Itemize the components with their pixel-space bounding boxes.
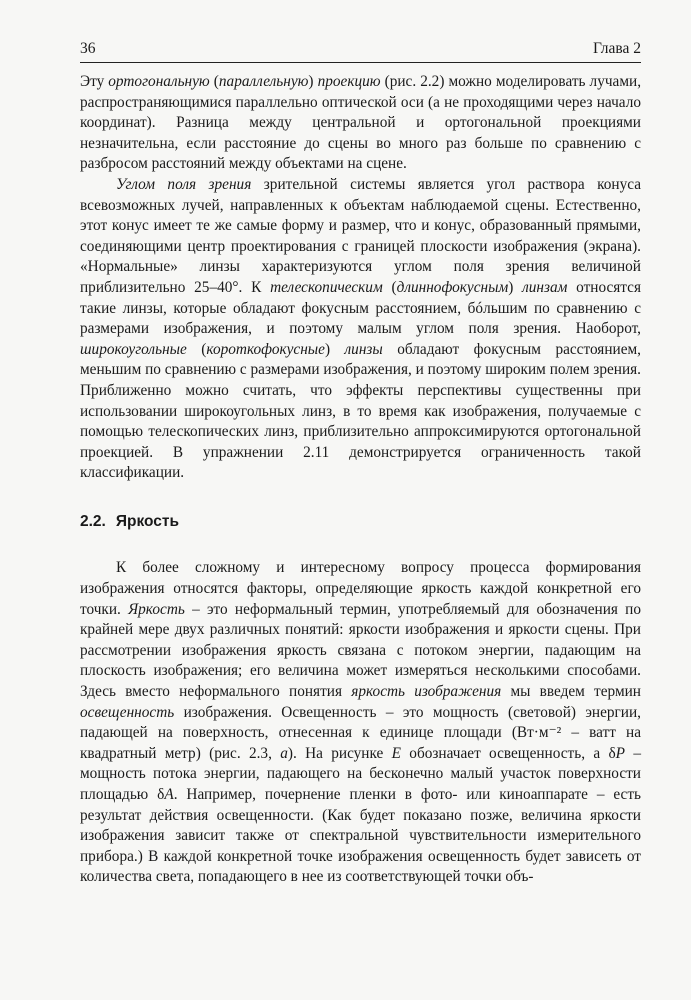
text-run: К более сложному и интересному вопросу процесса формирования изображения относятся факторы, определяющие яркость каждой конкретной его точки. — [80, 559, 641, 618]
italic-term: широкоугольные — [80, 340, 187, 358]
text-run: ) — [508, 278, 523, 296]
italic-term: освещенность — [80, 703, 175, 721]
section-number: 2.2. — [80, 512, 106, 530]
italic-term: короткофокусные — [206, 340, 325, 358]
italic-term: ортогональную — [108, 73, 210, 90]
paragraph-field-of-view — [80, 175, 641, 484]
italic-term: Углом поля зрения — [116, 175, 252, 193]
page-header — [80, 38, 641, 63]
section-title: Яркость — [115, 512, 180, 530]
italic-term: A — [164, 786, 174, 803]
text-run: зрительной системы является угол раствора конуса всевозможных лучей, направленных к объектам наблюдаемой сцены. Естественно, этот конус имеет те же самые форму и размер, что и конус, образованный прямыми, соединяющими центр проектирования с границей плоскости изображения (экрана). «Нормальные» линзы характеризуются углом поля зрения величиной приблизительно 25–40°. К — [80, 175, 641, 296]
text-run: ( — [382, 278, 397, 296]
page-body — [80, 72, 641, 888]
italic-term: P — [615, 744, 626, 762]
text-run: мы введем термин — [501, 683, 641, 701]
italic-term: яркость изображения — [351, 683, 502, 701]
chapter-title: Глава 2 — [592, 40, 641, 57]
italic-term: линзы — [344, 340, 383, 358]
paragraph-orthographic — [80, 72, 641, 175]
text-run: (рис. 2.2) можно моделировать лучами, распространяющимися параллельно оптической оси (а не проходящими через начало координат). Разница между центральной и ортогональной проекциями незначительна, если расстояние до сцены во много раз больше по сравнению с разбросом расстояний между объектами на сцене. — [80, 73, 642, 173]
text-run: ). На рисунке — [287, 744, 392, 762]
text-run: обозначает освещенность, а δ — [401, 744, 616, 762]
italic-term: проекцию — [317, 73, 381, 90]
text-run: – мощность потока энергии, падающего на бесконечно малый участок поверхности площадью δ — [80, 744, 641, 803]
text-run: изображения. Освещенность – это мощность (световой) энергии, падающей на поверхность, отнесенная к единице площади (Вт·м⁻² – ватт на квадратный метр) (рис. 2.3, — [80, 703, 641, 762]
italic-term: линзам — [522, 278, 568, 296]
italic-term: длиннофокусным — [396, 278, 509, 296]
italic-term: E — [391, 744, 401, 762]
page-number: 36 — [80, 40, 96, 57]
text-run: ) — [324, 340, 345, 358]
text-run: обладают фокусным расстоянием, меньшим по сравнению с размерами изображения, и поэтому широким полем зрения. Приближенно можно считать, что эффекты перспективы существенны при использовании широкоугольных линз, в то время как изображения, получаемые с помощью телескопических линз, приблизительно аппроксимируются ортогональной проекцией. В упражнении 2.11 демонстрируется ограниченность такой классификации. — [80, 340, 642, 482]
text-run: ( — [209, 73, 219, 90]
italic-term: телескопическим — [270, 278, 383, 296]
text-run: – это неформальный термин, употребляемый для обозначения по крайней мере двух различных понятий: яркости изображения и яркости сцены. При рассмотрении изображения яркость связана с потоком энергии, падающим на плоскость изображения; его величина может измеряться несколькими способами. Здесь вместо неформального понятия — [80, 600, 641, 701]
text-run: . Например, почернение пленки в фото- или киноаппарате – есть результат действия освещенности. (Как будет показано позже, величина яркости изображения зависит также от спектральной чувствительности измерительного прибора.) В каждой конкретной точке изображения освещенность будет зависеть от количества света, попадающего в нее из соответствующей точки объ- — [80, 786, 641, 886]
text-run: ) — [308, 73, 318, 90]
italic-term: параллельную — [218, 73, 309, 90]
text-run: относятся такие линзы, которые обладают фокусным расстоянием, бóльшим по сравнению с размерами изображения, и поэтому малым углом поля зрения. Наоборот, — [80, 278, 642, 338]
italic-term: Яркость — [128, 600, 185, 618]
text-run: Эту — [80, 73, 109, 90]
paragraph-brightness — [80, 558, 641, 888]
section-heading — [80, 512, 641, 533]
text-run: ( — [186, 340, 207, 358]
italic-term: а — [280, 744, 288, 762]
